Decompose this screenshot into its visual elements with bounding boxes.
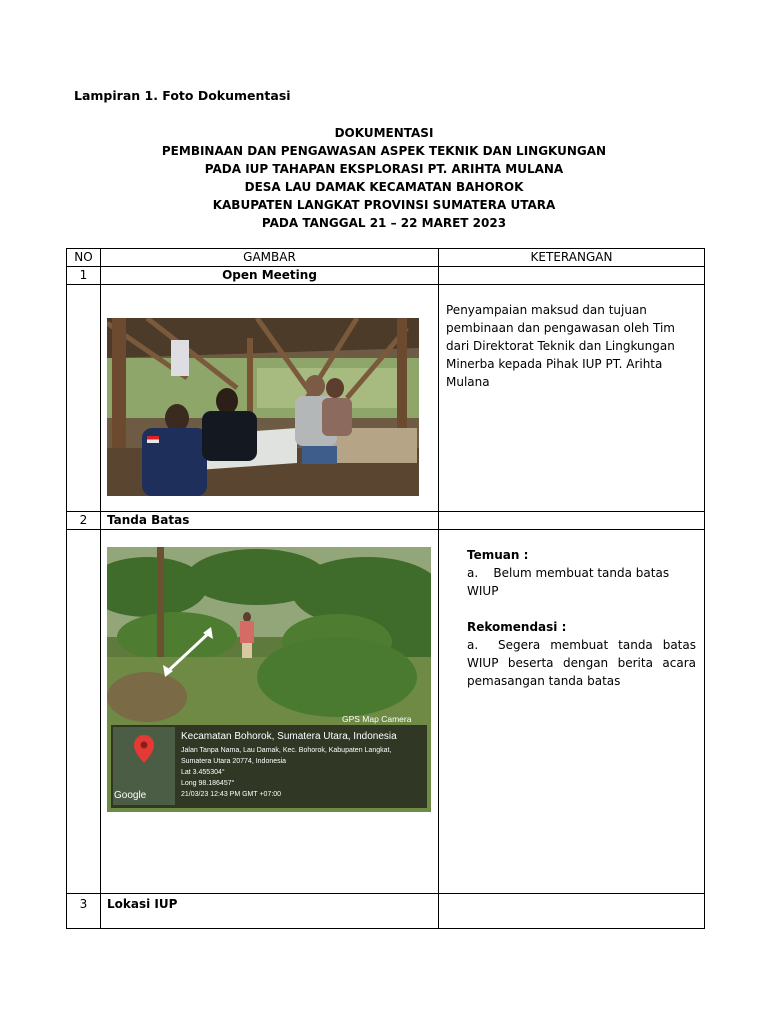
- gps-place: Kecamatan Bohorok, Sumatera Utara, Indonesia: [181, 731, 397, 742]
- temuan-item: a. Belum membuat tanda batas WIUP: [467, 566, 670, 598]
- table-row: [67, 267, 705, 285]
- title-line: DESA LAU DAMAK KECAMATAN BAHOROK: [244, 180, 524, 194]
- empty-cell: [67, 285, 101, 512]
- document-title: [0, 124, 768, 232]
- gps-address-1: Jalan Tanpa Nama, Lau Damak, Kec. Bohorok, Kabupaten Langkat,: [181, 747, 392, 754]
- empty-cell: [439, 512, 705, 530]
- tanda-batas-photo: [107, 547, 431, 812]
- row-number: 1: [67, 267, 101, 285]
- section-label: Tanda Batas: [101, 512, 439, 530]
- gps-address-2: Sumatera Utara 20774, Indonesia: [181, 758, 287, 765]
- findings-cell: [439, 530, 705, 894]
- google-map-brand: Google: [114, 790, 147, 801]
- header-gambar: GAMBAR: [101, 249, 439, 267]
- table-header-row: [67, 249, 705, 267]
- open-meeting-photo: [107, 318, 419, 496]
- title-line: DOKUMENTASI: [334, 126, 434, 140]
- section-label: Lokasi IUP: [101, 894, 439, 929]
- meeting-scene-image: [107, 318, 419, 496]
- gps-info: [181, 730, 427, 800]
- lampiran-heading: Lampiran 1. Foto Dokumentasi: [74, 88, 291, 103]
- section-label: Open Meeting: [101, 267, 439, 285]
- gps-time: 21/03/23 12:43 PM GMT +07:00: [181, 791, 282, 798]
- empty-cell: [439, 267, 705, 285]
- empty-cell: [67, 530, 101, 894]
- gps-app-label: GPS Map Camera: [342, 714, 412, 724]
- title-line: PEMBINAAN DAN PENGAWASAN ASPEK TEKNIK DAN LINGKUNGAN: [161, 144, 607, 158]
- row-number: 2: [67, 512, 101, 530]
- title-line: KABUPATEN LANGKAT PROVINSI SUMATERA UTARA: [212, 198, 556, 212]
- header-keterangan: KETERANGAN: [439, 249, 705, 267]
- keterangan-text: Penyampaian maksud dan tujuan pembinaan dan pengawasan oleh Tim dari Direktorat Teknik dan Lingkungan Minerba kepada Pihak IUP PT. Arihta Mulana: [439, 285, 705, 512]
- rekomendasi-label: Rekomendasi :: [467, 620, 567, 634]
- empty-cell: [439, 894, 705, 929]
- rekomendasi-item: a. Segera membuat tanda batas WIUP beserta dengan berita acara pemasangan tanda batas: [467, 638, 696, 688]
- header-no: NO: [67, 249, 101, 267]
- table-row: [67, 894, 705, 929]
- row-number: 3: [67, 894, 101, 929]
- table-row: [67, 512, 705, 530]
- temuan-label: Temuan :: [467, 548, 529, 562]
- gps-long: Long 98.186457°: [181, 780, 235, 787]
- title-line: PADA TANGGAL 21 – 22 MARET 2023: [261, 216, 507, 230]
- title-line: PADA IUP TAHAPAN EKSPLORASI PT. ARIHTA MULANA: [204, 162, 564, 176]
- gps-lat: Lat 3.455304°: [181, 769, 225, 776]
